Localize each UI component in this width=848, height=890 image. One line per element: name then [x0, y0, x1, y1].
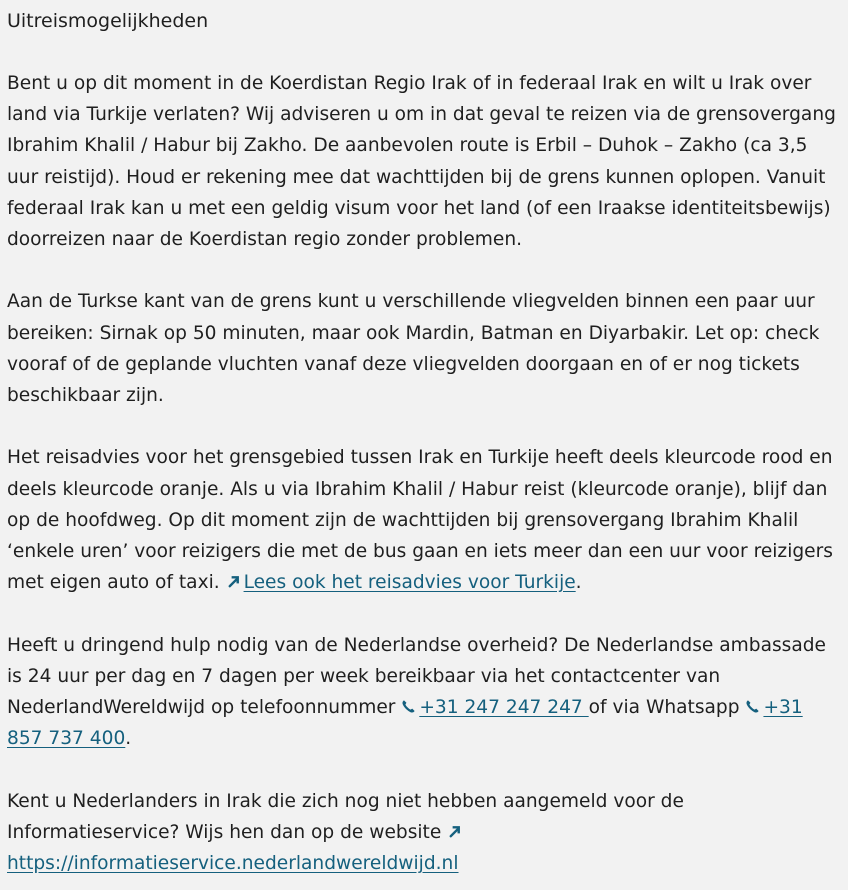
- informatieservice-text: Kent u Nederlanders in Irak die zich nog niet hebben aangemeld voor de Informatieservice? Wijs hen dan op de website: [7, 790, 684, 843]
- external-link-icon: [447, 824, 462, 839]
- phone-link-contactcenter[interactable]: [401, 697, 588, 718]
- phone-icon: [401, 699, 416, 714]
- page-heading: Uitreismogelijkheden: [7, 10, 209, 32]
- travel-advice-text: Het reisadvies voor het grensgebied tussen Irak en Turkije heeft deels kleurcode rood en deels kleurcode oranje. Als u via Ibrahim Khalil / Habur reist (kleurcode oranje), blijf dan op de hoofdweg. Op dit moment zijn de wachttijden bij grensovergang Ibrahim Khalil ‘enkele uren’ voor reizigers die met de bus gaan en iets meer dan een uur voor reizigers met eigen auto of taxi.: [7, 447, 833, 594]
- paragraph-airports: Aan de Turkse kant van de grens kunt u verschillende vliegvelden binnen een paar uur bereiken: Sirnak op 50 minuten, maar ook Mardin, Batman en Diyarbakir. Let op: check vooraf of de geplande vluchten vanaf deze vliegvelden doorgaan en of er nog tickets beschikbaar zijn.: [7, 291, 820, 407]
- paragraph-informatieservice: [7, 786, 841, 880]
- sentence-end: .: [125, 728, 132, 750]
- turkey-advice-link[interactable]: [226, 572, 576, 593]
- external-link-icon: [226, 574, 241, 589]
- informatieservice-link-label: https://informatieservice.nederlandwereldwijd.nl: [7, 853, 459, 875]
- phone-icon: [745, 699, 760, 714]
- emergency-help-text: Heeft u dringend hulp nodig van de Nederlandse overheid? De Nederlandse ambassade is 24 uur per dag en 7 dagen per week bereikbaar via het contactcenter van NederlandWereldwijd op telefoonnummer: [7, 634, 826, 719]
- paragraph-emergency-help: [7, 630, 841, 755]
- whatsapp-text: of via Whatsapp: [588, 697, 746, 719]
- phone-number-label: +31 247 247 247: [419, 697, 589, 719]
- paragraph-travel-advice: [7, 442, 841, 598]
- whatsapp-number-label: +31 857 737 400: [7, 697, 803, 750]
- turkey-advice-link-label: Lees ook het reisadvies voor Turkije: [243, 572, 576, 594]
- paragraph-route: Bent u op dit moment in de Koerdistan Regio Irak of in federaal Irak en wilt u Irak over land via Turkije verlaten? Wij adviseren u om in dat geval te reizen via de grensovergang Ibrahim Khalil / Habur bij Zakho. De aanbevolen route is Erbil – Duhok – Zakho (ca 3,5 uur reistijd). Houd er rekening mee dat wachttijden bij de grens kunnen oplopen. Vanuit federaal Irak kan u met een geldig visum voor het land (of een Iraakse identiteitsbewijs) doorreizen naar de Koerdistan regio zonder problemen.: [7, 73, 836, 251]
- sentence-end: .: [575, 572, 582, 594]
